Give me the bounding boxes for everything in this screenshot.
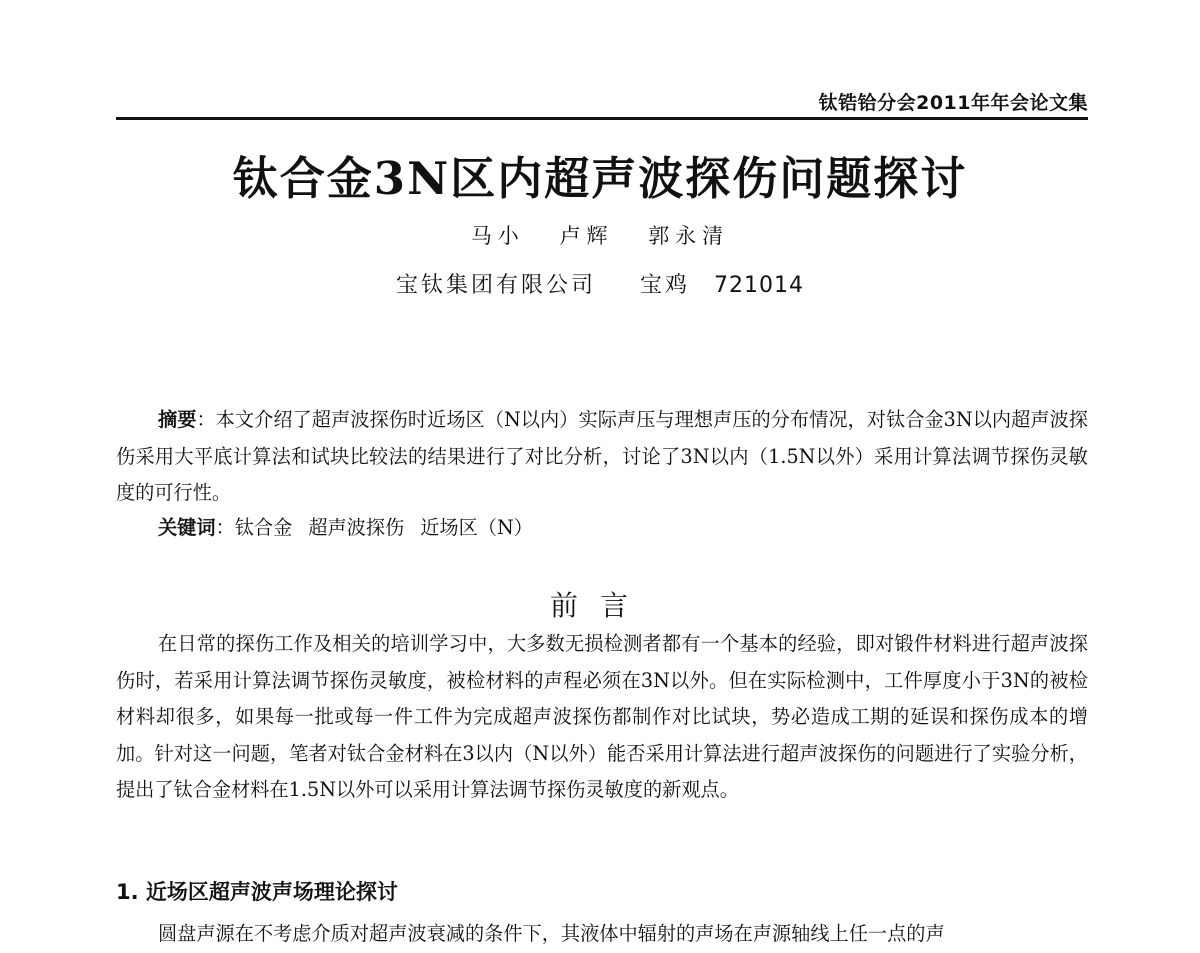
author-name: 马小 <box>470 224 525 248</box>
author-name: 郭永清 <box>648 224 730 248</box>
keywords-label: 关键词 <box>158 516 216 539</box>
section-1-paragraph: 圆盘声源在不考虑介质对超声波衰减的条件下，其液体中辐射的声场在声源轴线上任一点的声 <box>158 922 945 945</box>
running-header <box>116 84 1088 120</box>
abstract-label: 摘要 <box>158 408 197 431</box>
keywords <box>158 510 1088 547</box>
abstract-text: ：本文介绍了超声波探伤时近场区（N以内）实际声压与理想声压的分布情况，对钛合金3N以内超声波探伤采用大平底计算法和试块比较法的结果进行了对比分析，讨论了3N以内（1.5N以外）采用计算法调节探伤灵敏度的可行性。 <box>116 408 1088 504</box>
affiliation <box>0 268 1200 299</box>
affiliation-org: 宝钛集团有限公司 <box>395 273 596 298</box>
affiliation-city: 宝鸡 <box>640 273 691 298</box>
running-header-text: 钛锆铪分会2011年年会论文集 <box>818 92 1088 114</box>
abstract <box>116 402 1088 512</box>
section-heading-1: 1. 近场区超声波声场理论探讨 <box>116 880 398 904</box>
author-name: 卢辉 <box>559 224 614 248</box>
section-heading-preface: 前言 <box>549 589 650 622</box>
author-list <box>0 220 1200 250</box>
paper-title: 钛合金3N区内超声波探伤问题探讨 <box>232 152 968 205</box>
keyword-item: 超声波探伤 <box>308 516 405 539</box>
keywords-colon: ： <box>215 516 235 539</box>
affiliation-zip: 721014 <box>714 273 804 298</box>
intro-paragraph: 在日常的探伤工作及相关的培训学习中，大多数无损检测者都有一个基本的经验，即对锻件材料进行超声波探伤时，若采用计算法调节探伤灵敏度，被检材料的声程必须在3N以外。但在实际检测中，工件厚度小于3N的被检材料却很多，如果每一批或每一件工件为完成超声波探伤都制作对比试块，势必造成工期的延误和探伤成本的增加。针对这一问题，笔者对钛合金材料在3以内（N以外）能否采用计算法进行超声波探伤的问题进行了实验分析，提出了钛合金材料在1.5N以外可以采用计算法调节探伤灵敏度的新观点。 <box>116 632 1088 801</box>
keyword-item: 近场区（N） <box>420 516 533 539</box>
keyword-item: 钛合金 <box>234 516 293 539</box>
